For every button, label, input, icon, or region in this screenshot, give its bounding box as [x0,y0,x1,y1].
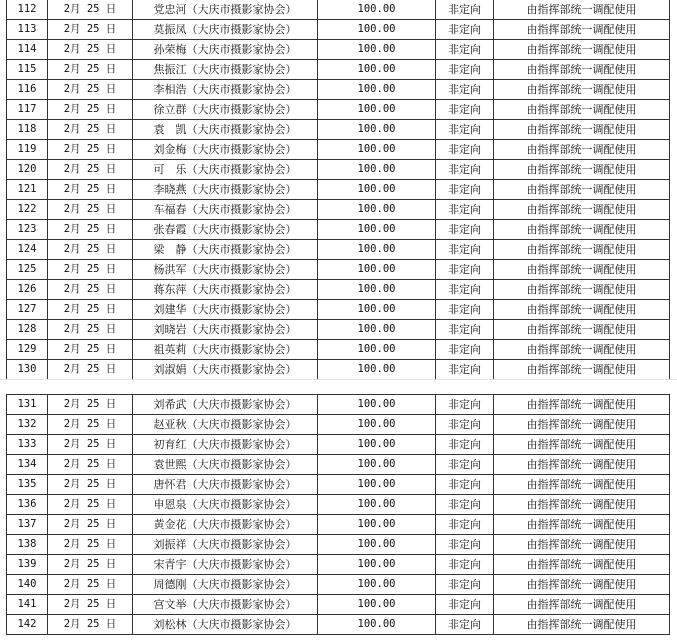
donation-type-cell: 非定向 [436,220,494,240]
donation-type-cell: 非定向 [436,0,494,20]
donor-name-cell: 宋青宇（大庆市摄影家协会） [133,555,318,575]
table-row [7,555,670,575]
donation-type-cell: 非定向 [436,80,494,100]
row-number-cell: 128 [7,320,48,340]
donor-name-cell: 刘金梅（大庆市摄影家协会） [133,140,318,160]
table-row [7,160,670,180]
usage-cell: 由指挥部统一调配使用 [494,240,670,260]
donor-name-cell: 刘淑娟（大庆市摄影家协会） [133,360,318,380]
donor-name-cell: 祖英莉（大庆市摄影家协会） [133,340,318,360]
donation-type-cell: 非定向 [436,435,494,455]
donor-name-cell: 刘建华（大庆市摄影家协会） [133,300,318,320]
donor-name-cell: 赵亚秋（大庆市摄影家协会） [133,415,318,435]
date-cell: 2月 25 日 [48,435,133,455]
row-number-cell: 118 [7,120,48,140]
table-row [7,495,670,515]
row-number-cell: 126 [7,280,48,300]
donation-table-part-2 [6,394,670,635]
donation-type-cell: 非定向 [436,120,494,140]
row-number-cell: 133 [7,435,48,455]
date-cell: 2月 25 日 [48,415,133,435]
usage-cell: 由指挥部统一调配使用 [494,595,670,615]
amount-cell: 100.00 [318,340,436,360]
amount-cell: 100.00 [318,0,436,20]
table-row [7,300,670,320]
row-number-cell: 116 [7,80,48,100]
table-row [7,575,670,595]
date-cell: 2月 25 日 [48,615,133,635]
usage-cell: 由指挥部统一调配使用 [494,140,670,160]
table-row [7,60,670,80]
donor-name-cell: 党忠河（大庆市摄影家协会） [133,0,318,20]
donor-name-cell: 杨洪军（大庆市摄影家协会） [133,260,318,280]
usage-cell: 由指挥部统一调配使用 [494,260,670,280]
amount-cell: 100.00 [318,60,436,80]
donor-name-cell: 李相浩（大庆市摄影家协会） [133,80,318,100]
date-cell: 2月 25 日 [48,0,133,20]
usage-cell: 由指挥部统一调配使用 [494,300,670,320]
usage-cell: 由指挥部统一调配使用 [494,220,670,240]
amount-cell: 100.00 [318,200,436,220]
date-cell: 2月 25 日 [48,555,133,575]
table-row [7,280,670,300]
donor-name-cell: 刘振祥（大庆市摄影家协会） [133,535,318,555]
donation-table-body-2 [7,395,670,635]
amount-cell: 100.00 [318,40,436,60]
donor-name-cell: 车福春（大庆市摄影家协会） [133,200,318,220]
usage-cell: 由指挥部统一调配使用 [494,340,670,360]
row-number-cell: 125 [7,260,48,280]
donation-type-cell: 非定向 [436,200,494,220]
table-row [7,220,670,240]
usage-cell: 由指挥部统一调配使用 [494,100,670,120]
usage-cell: 由指挥部统一调配使用 [494,80,670,100]
usage-cell: 由指挥部统一调配使用 [494,495,670,515]
table-row [7,260,670,280]
amount-cell: 100.00 [318,455,436,475]
amount-cell: 100.00 [318,20,436,40]
date-cell: 2月 25 日 [48,220,133,240]
donation-type-cell: 非定向 [436,415,494,435]
row-number-cell: 124 [7,240,48,260]
table-row [7,535,670,555]
table-row [7,200,670,220]
usage-cell: 由指挥部统一调配使用 [494,535,670,555]
row-number-cell: 141 [7,595,48,615]
row-number-cell: 120 [7,160,48,180]
date-cell: 2月 25 日 [48,80,133,100]
date-cell: 2月 25 日 [48,340,133,360]
date-cell: 2月 25 日 [48,495,133,515]
amount-cell: 100.00 [318,220,436,240]
donation-type-cell: 非定向 [436,615,494,635]
table-row [7,240,670,260]
row-number-cell: 123 [7,220,48,240]
table-row [7,395,670,415]
date-cell: 2月 25 日 [48,100,133,120]
donation-type-cell: 非定向 [436,40,494,60]
donation-type-cell: 非定向 [436,595,494,615]
row-number-cell: 117 [7,100,48,120]
donor-name-cell: 梁 静（大庆市摄影家协会） [133,240,318,260]
date-cell: 2月 25 日 [48,160,133,180]
donor-name-cell: 李晓燕（大庆市摄影家协会） [133,180,318,200]
row-number-cell: 115 [7,60,48,80]
amount-cell: 100.00 [318,595,436,615]
date-cell: 2月 25 日 [48,515,133,535]
amount-cell: 100.00 [318,435,436,455]
donor-name-cell: 唐怀君（大庆市摄影家协会） [133,475,318,495]
donation-type-cell: 非定向 [436,60,494,80]
date-cell: 2月 25 日 [48,60,133,80]
usage-cell: 由指挥部统一调配使用 [494,180,670,200]
page-break-gap [0,379,677,395]
donation-type-cell: 非定向 [436,280,494,300]
donor-name-cell: 周德刚（大庆市摄影家协会） [133,575,318,595]
usage-cell: 由指挥部统一调配使用 [494,160,670,180]
table-row [7,415,670,435]
date-cell: 2月 25 日 [48,475,133,495]
donor-name-cell: 焦振江（大庆市摄影家协会） [133,60,318,80]
amount-cell: 100.00 [318,240,436,260]
donation-type-cell: 非定向 [436,300,494,320]
amount-cell: 100.00 [318,260,436,280]
amount-cell: 100.00 [318,515,436,535]
table-row [7,615,670,635]
donor-name-cell: 申恩泉（大庆市摄影家协会） [133,495,318,515]
usage-cell: 由指挥部统一调配使用 [494,515,670,535]
table-row [7,80,670,100]
donation-type-cell: 非定向 [436,100,494,120]
donor-name-cell: 袁世熙（大庆市摄影家协会） [133,455,318,475]
date-cell: 2月 25 日 [48,40,133,60]
usage-cell: 由指挥部统一调配使用 [494,40,670,60]
usage-cell: 由指挥部统一调配使用 [494,475,670,495]
date-cell: 2月 25 日 [48,320,133,340]
donation-type-cell: 非定向 [436,240,494,260]
row-number-cell: 113 [7,20,48,40]
date-cell: 2月 25 日 [48,120,133,140]
table-row [7,180,670,200]
table-row [7,0,670,20]
amount-cell: 100.00 [318,80,436,100]
row-number-cell: 122 [7,200,48,220]
donation-type-cell: 非定向 [436,140,494,160]
table-row [7,455,670,475]
usage-cell: 由指挥部统一调配使用 [494,320,670,340]
donation-type-cell: 非定向 [436,20,494,40]
usage-cell: 由指挥部统一调配使用 [494,395,670,415]
table-row [7,120,670,140]
donation-type-cell: 非定向 [436,555,494,575]
donation-type-cell: 非定向 [436,160,494,180]
usage-cell: 由指挥部统一调配使用 [494,0,670,20]
usage-cell: 由指挥部统一调配使用 [494,200,670,220]
donation-type-cell: 非定向 [436,395,494,415]
donation-type-cell: 非定向 [436,475,494,495]
amount-cell: 100.00 [318,300,436,320]
amount-cell: 100.00 [318,140,436,160]
row-number-cell: 134 [7,455,48,475]
row-number-cell: 142 [7,615,48,635]
date-cell: 2月 25 日 [48,280,133,300]
table-row [7,475,670,495]
table-row [7,515,670,535]
donation-type-cell: 非定向 [436,515,494,535]
date-cell: 2月 25 日 [48,575,133,595]
table-row [7,100,670,120]
donation-table-body-1 [7,0,670,380]
amount-cell: 100.00 [318,320,436,340]
donation-type-cell: 非定向 [436,180,494,200]
donor-name-cell: 刘松林（大庆市摄影家协会） [133,615,318,635]
date-cell: 2月 25 日 [48,200,133,220]
table-row [7,360,670,380]
donor-name-cell: 初育红（大庆市摄影家协会） [133,435,318,455]
donor-name-cell: 袁 凯（大庆市摄影家协会） [133,120,318,140]
table-row [7,320,670,340]
row-number-cell: 132 [7,415,48,435]
usage-cell: 由指挥部统一调配使用 [494,120,670,140]
donor-name-cell: 宫文举（大庆市摄影家协会） [133,595,318,615]
row-number-cell: 121 [7,180,48,200]
amount-cell: 100.00 [318,360,436,380]
donation-type-cell: 非定向 [436,320,494,340]
donation-type-cell: 非定向 [436,360,494,380]
donor-name-cell: 孙荣梅（大庆市摄影家协会） [133,40,318,60]
donor-name-cell: 张春霞（大庆市摄影家协会） [133,220,318,240]
donation-type-cell: 非定向 [436,575,494,595]
row-number-cell: 119 [7,140,48,160]
usage-cell: 由指挥部统一调配使用 [494,435,670,455]
row-number-cell: 138 [7,535,48,555]
donation-table-part-1 [6,0,670,380]
row-number-cell: 129 [7,340,48,360]
amount-cell: 100.00 [318,475,436,495]
amount-cell: 100.00 [318,100,436,120]
donation-type-cell: 非定向 [436,260,494,280]
row-number-cell: 140 [7,575,48,595]
row-number-cell: 139 [7,555,48,575]
usage-cell: 由指挥部统一调配使用 [494,575,670,595]
date-cell: 2月 25 日 [48,20,133,40]
date-cell: 2月 25 日 [48,300,133,320]
amount-cell: 100.00 [318,575,436,595]
row-number-cell: 114 [7,40,48,60]
date-cell: 2月 25 日 [48,240,133,260]
donor-name-cell: 徐立群（大庆市摄影家协会） [133,100,318,120]
amount-cell: 100.00 [318,180,436,200]
donation-type-cell: 非定向 [436,340,494,360]
row-number-cell: 131 [7,395,48,415]
date-cell: 2月 25 日 [48,140,133,160]
donation-type-cell: 非定向 [436,495,494,515]
date-cell: 2月 25 日 [48,180,133,200]
date-cell: 2月 25 日 [48,260,133,280]
amount-cell: 100.00 [318,555,436,575]
date-cell: 2月 25 日 [48,595,133,615]
row-number-cell: 130 [7,360,48,380]
usage-cell: 由指挥部统一调配使用 [494,280,670,300]
row-number-cell: 136 [7,495,48,515]
table-row [7,40,670,60]
amount-cell: 100.00 [318,535,436,555]
row-number-cell: 135 [7,475,48,495]
amount-cell: 100.00 [318,120,436,140]
table-row [7,595,670,615]
donor-name-cell: 刘晓岩（大庆市摄影家协会） [133,320,318,340]
table-row [7,435,670,455]
usage-cell: 由指挥部统一调配使用 [494,455,670,475]
usage-cell: 由指挥部统一调配使用 [494,615,670,635]
amount-cell: 100.00 [318,415,436,435]
donor-name-cell: 可 乐（大庆市摄影家协会） [133,160,318,180]
usage-cell: 由指挥部统一调配使用 [494,60,670,80]
table-row [7,340,670,360]
donor-name-cell: 黄金花（大庆市摄影家协会） [133,515,318,535]
row-number-cell: 112 [7,0,48,20]
amount-cell: 100.00 [318,160,436,180]
date-cell: 2月 25 日 [48,395,133,415]
table-row [7,20,670,40]
usage-cell: 由指挥部统一调配使用 [494,20,670,40]
donation-type-cell: 非定向 [436,535,494,555]
row-number-cell: 127 [7,300,48,320]
donor-name-cell: 刘希武（大庆市摄影家协会） [133,395,318,415]
row-number-cell: 137 [7,515,48,535]
amount-cell: 100.00 [318,395,436,415]
date-cell: 2月 25 日 [48,360,133,380]
donation-type-cell: 非定向 [436,455,494,475]
date-cell: 2月 25 日 [48,535,133,555]
donor-name-cell: 莫振凤（大庆市摄影家协会） [133,20,318,40]
table-row [7,140,670,160]
usage-cell: 由指挥部统一调配使用 [494,555,670,575]
usage-cell: 由指挥部统一调配使用 [494,360,670,380]
amount-cell: 100.00 [318,495,436,515]
date-cell: 2月 25 日 [48,455,133,475]
donor-name-cell: 蒋东萍（大庆市摄影家协会） [133,280,318,300]
amount-cell: 100.00 [318,615,436,635]
usage-cell: 由指挥部统一调配使用 [494,415,670,435]
amount-cell: 100.00 [318,280,436,300]
